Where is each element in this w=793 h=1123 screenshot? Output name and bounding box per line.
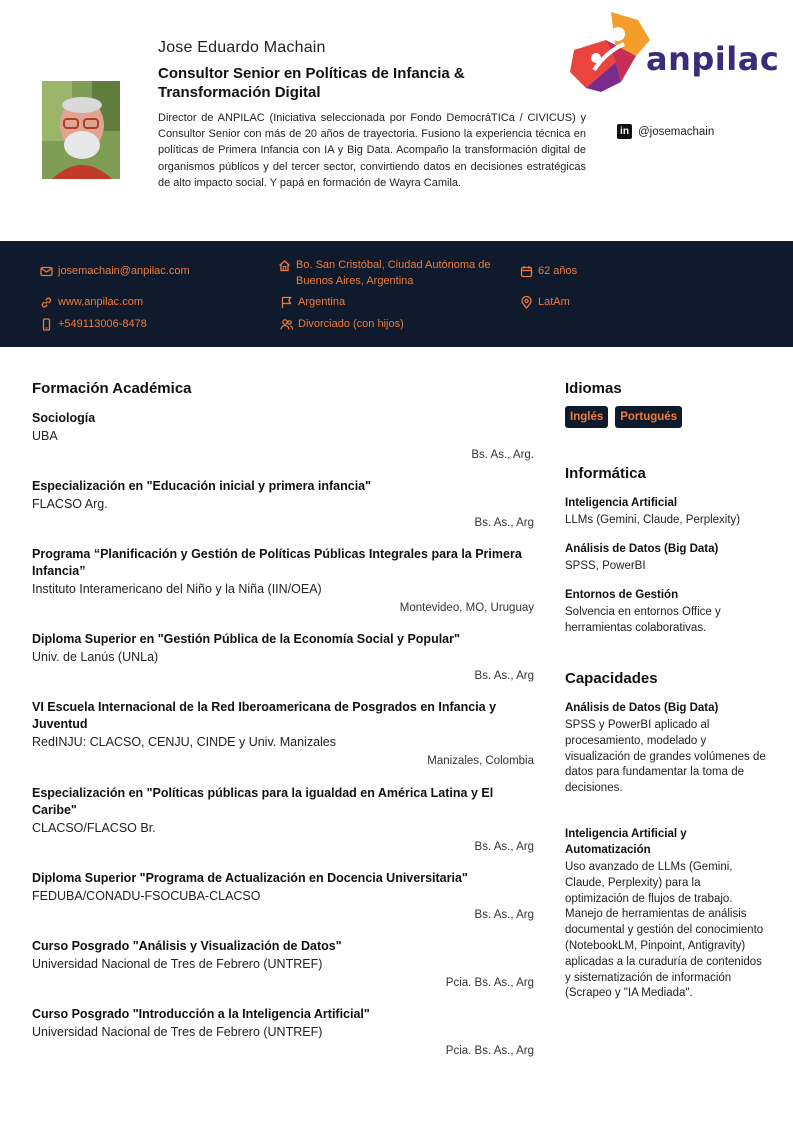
computing-title: Análisis de Datos (Big Data)	[565, 543, 719, 555]
education-item	[32, 631, 534, 682]
computing-desc: LLMs (Gemini, Claude, Perplexity)	[565, 514, 741, 526]
home-icon	[278, 259, 291, 272]
contact-country	[280, 295, 345, 311]
education-institution: Univ. de Lanús (UNLa)	[32, 650, 159, 664]
job-title: Consultor Senior en Políticas de Infancia & Transformación Digital	[158, 65, 465, 101]
education-title: Sociología	[32, 411, 96, 425]
contact-phone[interactable]	[40, 317, 147, 333]
education-item	[32, 1006, 534, 1057]
contact-region	[520, 295, 570, 311]
education-institution: Instituto Interamericano del Niño y la Niña (IIN/OEA)	[32, 582, 322, 596]
email-icon	[40, 265, 53, 278]
education-institution: RedINJU: CLACSO, CENJU, CINDE y Univ. Manizales	[32, 735, 337, 749]
computing-item	[565, 495, 770, 529]
capability-desc: Uso avanzado de LLMs (Gemini, Claude, Perplexity) para la optimización de flujos de trabajo. Manejo de herramientas de análisis documental y gestión del conocimiento (NotebookLM, Pinpoint, Antigravity) aplicadas a la curaduría de contenidos y sistematización de información (Scrapeo y "IA Mediada".	[565, 861, 764, 1000]
education-place: Bs. As., Arg	[474, 909, 534, 921]
education-item	[32, 410, 534, 461]
education-place: Bs. As., Arg	[474, 517, 534, 529]
capability-item	[565, 700, 770, 797]
logo-mark-icon	[566, 10, 656, 92]
education-item	[32, 938, 534, 989]
logo-wordmark: anpilac	[646, 40, 780, 78]
linkedin-text: @josemachain	[638, 125, 715, 138]
contact-country-text: Argentina	[298, 296, 346, 308]
education-place: Bs. As., Arg	[474, 841, 534, 853]
education-title: Especialización en "Educación inicial y primera infancia"	[32, 479, 372, 493]
education-item	[32, 785, 534, 853]
education-institution: CLACSO/FLACSO Br.	[32, 821, 156, 835]
education-place: Montevideo, MO, Uruguay	[399, 602, 534, 614]
contact-civil-status-text: Divorciado (con hijos)	[298, 318, 404, 330]
education-place: Pcia. Bs. As., Arg	[445, 977, 534, 989]
flag-icon	[280, 296, 293, 309]
contact-email[interactable]	[40, 264, 190, 280]
computing-heading: Informática	[565, 465, 646, 482]
capability-title: Análisis de Datos (Big Data)	[565, 702, 719, 714]
education-item	[32, 478, 534, 529]
education-item	[32, 870, 534, 921]
education-place: Bs. As., Arg	[474, 670, 534, 682]
contact-civil-status	[280, 317, 404, 333]
phone-icon	[40, 318, 53, 331]
computing-item	[565, 541, 770, 575]
computing-title: Entornos de Gestión	[565, 589, 679, 601]
education-item	[32, 546, 534, 614]
education-institution: UBA	[32, 429, 58, 443]
contact-age	[520, 264, 577, 280]
education-title: Diploma Superior "Programa de Actualización en Docencia Universitaria"	[32, 871, 468, 885]
profile-photo	[42, 81, 120, 179]
education-institution: FLACSO Arg.	[32, 497, 108, 511]
language-tag-ingles: Inglés	[565, 406, 608, 428]
education-title: Especialización en "Políticas públicas para la igualdad en América Latina y El Caribe"	[32, 786, 494, 817]
contact-phone-text: +549113006-8478	[58, 318, 147, 330]
education-institution: FEDUBA/CONADU-FSOCUBA-CLACSO	[32, 889, 261, 903]
profile-summary: Director de ANPILAC (Iniciativa seleccionada por Fondo DemocráTICa / CIVICUS) y Consultor Senior con más de 20 años de trayectoria. Fusiono la experiencia técnica en políticas de Primera Infancia con IA y Big Data. Acompaño la transformación digital de organismos públicos y del tercer sector, convirtiendo datos en decisiones estratégicas de alto impacto social. Y papá en formación de Wayra Camila.	[158, 112, 586, 189]
linkedin-icon: in	[617, 124, 632, 139]
education-institution: Universidad Nacional de Tres de Febrero (UNTREF)	[32, 1025, 323, 1039]
contact-email-text: josemachain@anpilac.com	[58, 265, 190, 277]
computing-desc: SPSS, PowerBI	[565, 560, 646, 572]
education-place: Pcia. Bs. As., Arg	[445, 1045, 534, 1057]
computing-item	[565, 587, 770, 637]
contact-age-text: 62 años	[538, 265, 578, 277]
education-title: Curso Posgrado "Análisis y Visualización de Datos"	[32, 939, 342, 953]
education-title: VI Escuela Internacional de la Red Iberoamericana de Posgrados en Infancia y Juventud	[32, 700, 497, 731]
contact-website[interactable]	[40, 295, 143, 311]
avatar-image	[42, 81, 120, 179]
education-institution: Universidad Nacional de Tres de Febrero (UNTREF)	[32, 957, 323, 971]
languages-heading: Idiomas	[565, 380, 622, 397]
link-icon	[40, 296, 53, 309]
language-tags	[565, 406, 682, 428]
contact-website-text: www.anpilac.com	[58, 296, 143, 308]
capability-title: Inteligencia Artificial y Automatización	[565, 828, 687, 856]
contact-address-text: Bo. San Cristóbal, Ciudad Autónoma de Buenos Aires, Argentina	[296, 259, 491, 287]
capability-item	[565, 826, 765, 1002]
education-item	[32, 699, 534, 767]
capabilities-heading: Capacidades	[565, 670, 658, 687]
contact-address	[278, 258, 510, 289]
education-heading: Formación Académica	[32, 380, 192, 397]
education-title: Diploma Superior en "Gestión Pública de la Economía Social y Popular"	[32, 632, 460, 646]
person-name: Jose Eduardo Machain	[158, 39, 326, 56]
education-place: Bs. As., Arg.	[471, 449, 534, 461]
users-icon	[280, 318, 293, 331]
language-tag-portugues: Portugués	[615, 406, 682, 428]
computing-desc: Solvencia en entornos Office y herramientas colaborativas.	[565, 606, 721, 634]
contact-region-text: LatAm	[538, 296, 570, 308]
calendar-icon	[520, 265, 533, 278]
location-pin-icon	[520, 296, 533, 309]
capability-desc: SPSS y PowerBI aplicado al procesamiento, modelado y visualización de grandes volúmenes de datos para fundamentar la toma de decisiones.	[565, 719, 766, 795]
education-place: Manizales, Colombia	[427, 755, 534, 767]
education-title: Programa “Planificación y Gestión de Políticas Públicas Integrales para la Primera Infancia”	[32, 547, 522, 578]
education-title: Curso Posgrado "Introducción a la Inteligencia Artificial"	[32, 1007, 370, 1021]
linkedin-handle[interactable]	[617, 124, 714, 139]
computing-title: Inteligencia Artificial	[565, 497, 678, 509]
